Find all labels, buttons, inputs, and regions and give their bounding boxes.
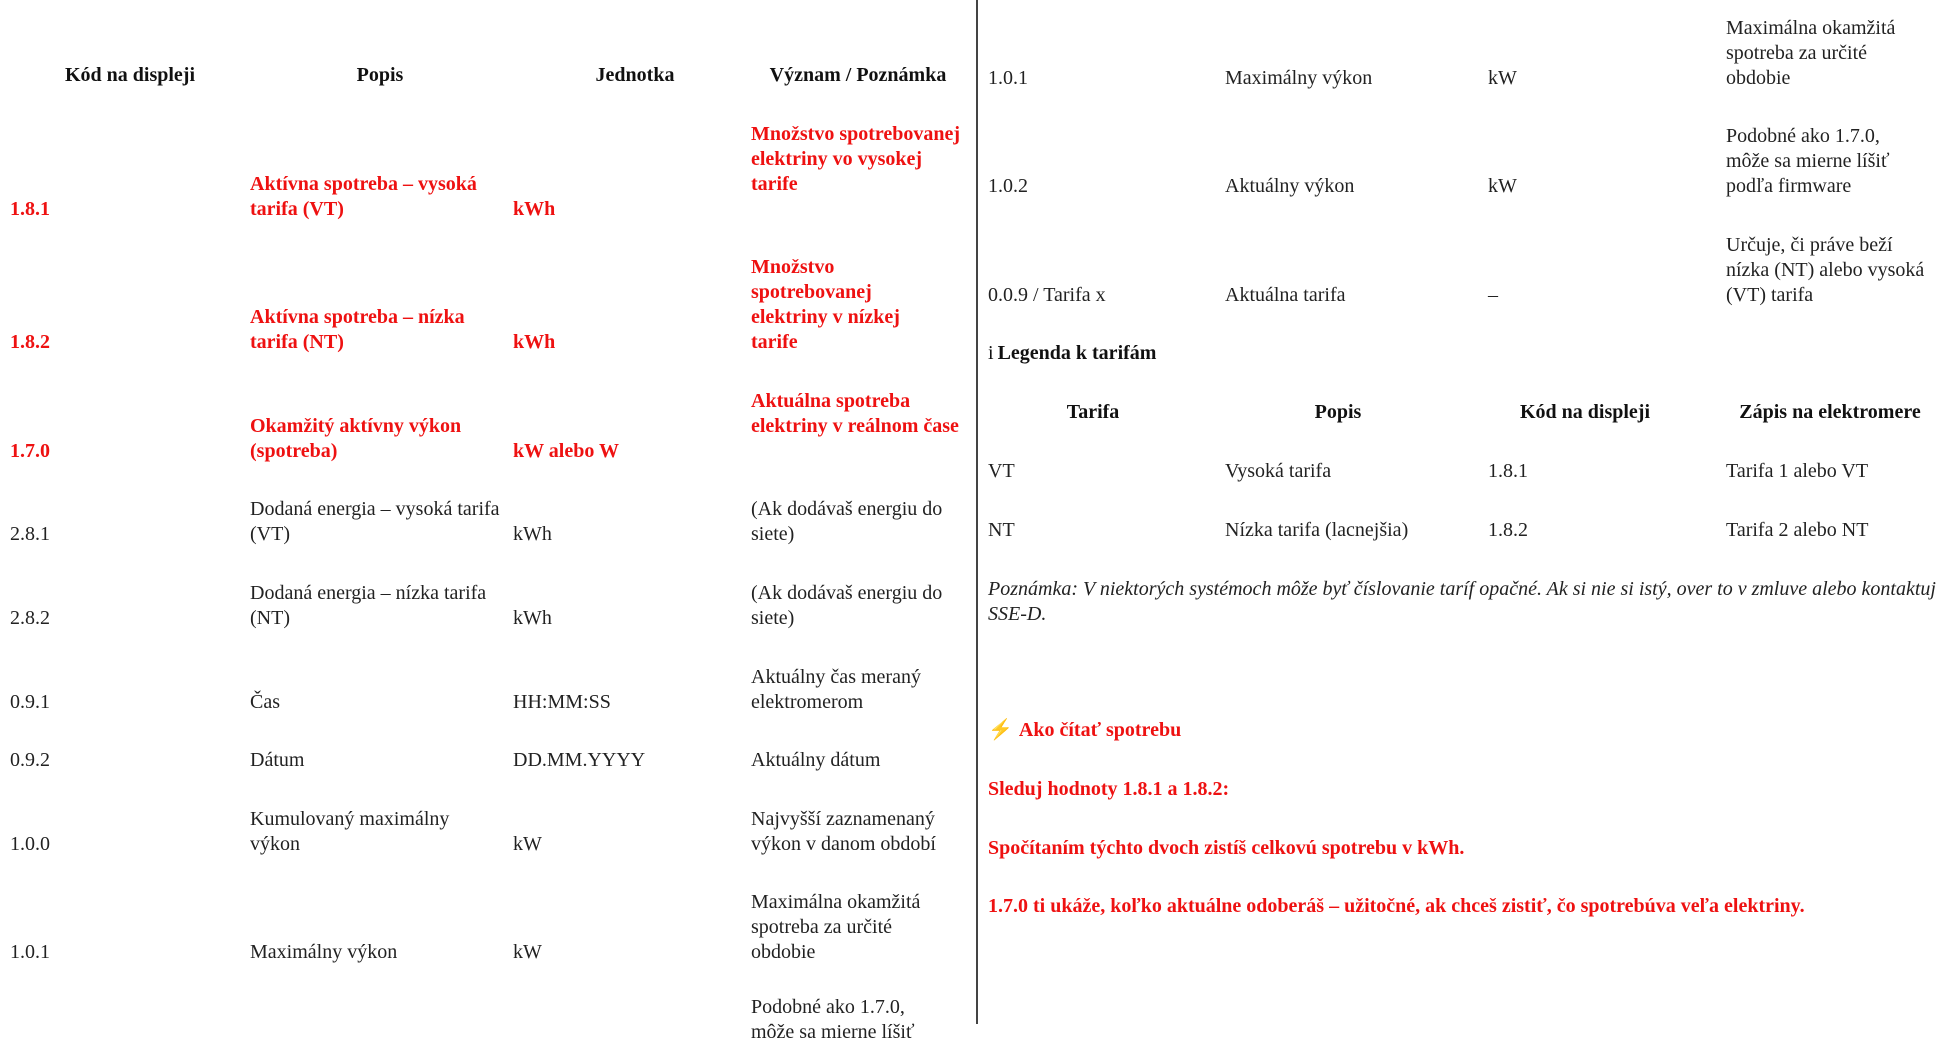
legend-row-zapis: Tarifa 2 alebo NT: [1726, 519, 1869, 541]
table-row-note: Aktuálna spotreba elektriny v reálnom čase: [751, 390, 959, 437]
table-row-note: Určuje, či práve beží nízka (NT) alebo vysoká (VT) tarifa: [1726, 234, 1925, 306]
table-row-code: 2.8.2: [10, 607, 50, 629]
legend-row-kod: 1.8.2: [1488, 519, 1528, 541]
table-row-note: Maximálna okamžitá spotreba za určité obdobie: [1726, 17, 1896, 89]
table-row-code: 0.9.1: [10, 691, 50, 713]
table-row-code: 1.0.2: [988, 175, 1028, 197]
table-row-note: Množstvo spotrebovanej elektriny v nízkej tarife: [751, 256, 900, 353]
table-row-desc: Maximálny výkon: [1225, 67, 1373, 89]
howto-line: Sleduj hodnoty 1.8.1 a 1.8.2:: [988, 778, 1230, 800]
table-row-note: (Ak dodávaš energiu do siete): [751, 498, 943, 545]
lightning-icon: ⚡: [988, 719, 1013, 741]
table-row-note: (Ak dodávaš energiu do siete): [751, 582, 943, 629]
header-desc: Popis: [356, 64, 404, 86]
legend-row-tarifa: NT: [988, 519, 1015, 541]
table-row-desc: Dodaná energia – vysoká tarifa (VT): [250, 498, 500, 545]
info-icon: i: [988, 342, 994, 364]
table-row-note: Aktuálny dátum: [751, 749, 881, 771]
table-row-unit: kW: [1488, 67, 1517, 89]
table-row-unit: HH:MM:SS: [513, 691, 611, 713]
header-unit: Jednotka: [595, 64, 675, 86]
table-row-code: 1.8.1: [10, 198, 50, 220]
table-row-unit: –: [1488, 284, 1498, 306]
table-row-desc: Aktívna spotreba – vysoká tarifa (VT): [250, 173, 477, 220]
legend-row-zapis: Tarifa 1 alebo VT: [1726, 460, 1869, 482]
table-row-code: 1.0.1: [988, 67, 1028, 89]
right-pane: [980, 0, 1952, 1024]
table-row-note: Maximálna okamžitá spotreba za určité obdobie: [751, 891, 921, 963]
table-row-unit: kW: [513, 941, 542, 963]
legend-title: [988, 341, 1156, 366]
header-note: Význam / Poznámka: [769, 64, 947, 86]
legend-row-popis: Vysoká tarifa: [1225, 460, 1332, 482]
table-row-note: Podobné ako 1.7.0, môže sa mierne líšiť podľa firmware: [1726, 125, 1890, 197]
table-row-desc: Aktuálna tarifa: [1225, 284, 1346, 306]
tariff-note: Poznámka: V niektorých systémoch môže byť číslovanie taríf opačné. Ak si nie si istý, over to v zmluve alebo kontaktuj SSE-D.: [988, 578, 1936, 625]
table-row-unit: kWh: [513, 331, 556, 353]
table-row-desc: Čas: [250, 691, 280, 713]
table-row-unit: DD.MM.YYYY: [513, 749, 646, 771]
table-row-desc: Dodaná energia – nízka tarifa (NT): [250, 582, 487, 629]
table-row-code: 2.8.1: [10, 523, 50, 545]
howto-line: 1.7.0 ti ukáže, koľko aktuálne odoberáš – užitočné, ak chceš zistiť, čo spotrebúva veľa elektriny.: [988, 895, 1805, 917]
table-row-note: Množstvo spotrebovanej elektriny vo vysokej tarife: [751, 123, 961, 195]
table-row-code: 0.0.9 / Tarifa x: [988, 284, 1106, 306]
table-row-desc: Kumulovaný maximálny výkon: [250, 808, 450, 855]
table-row-unit: kW alebo W: [513, 440, 619, 462]
table-row-code: 1.0.0: [10, 833, 50, 855]
howto-title: [988, 718, 1181, 743]
table-row-note: Najvyšší zaznamenaný výkon v danom období: [751, 808, 936, 855]
table-row-unit: kW: [1488, 175, 1517, 197]
legend-row-tarifa: VT: [988, 460, 1015, 482]
table-row-code: 0.9.2: [10, 749, 50, 771]
table-row-unit: kWh: [513, 607, 552, 629]
table-row-code: 1.7.0: [10, 440, 50, 462]
legend-header-kod: Kód na displeji: [1519, 401, 1651, 423]
legend-header-zapis: Zápis na elektromere: [1739, 401, 1921, 423]
table-row-desc: Maximálny výkon: [250, 941, 398, 963]
legend-header-tarifa: Tarifa: [1066, 401, 1120, 423]
legend-row-popis: Nízka tarifa (lacnejšia): [1225, 519, 1409, 541]
legend-title-text: Legenda k tarifám: [997, 342, 1157, 364]
table-row-code: 1.0.1: [10, 941, 50, 963]
table-row-code: 1.8.2: [10, 331, 50, 353]
table-row-unit: kW: [513, 833, 542, 855]
legend-header-popis: Popis: [1314, 401, 1362, 423]
header-code: Kód na displeji: [64, 64, 196, 86]
table-row-note: Podobné ako 1.7.0, môže sa mierne líšiť: [751, 996, 915, 1043]
howto-line: Spočítaním týchto dvoch zistíš celkovú spotrebu v kWh.: [988, 837, 1465, 859]
howto-title-text: Ako čítať spotrebu: [1018, 719, 1182, 741]
pane-divider: [976, 0, 978, 1024]
legend-row-kod: 1.8.1: [1488, 460, 1528, 482]
table-row-desc: Aktuálny výkon: [1225, 175, 1355, 197]
table-row-desc: Okamžitý aktívny výkon (spotreba): [250, 415, 462, 462]
table-row-note: Aktuálny čas meraný elektromerom: [751, 666, 921, 713]
table-row-unit: kWh: [513, 198, 556, 220]
table-row-desc: Dátum: [250, 749, 305, 771]
table-row-unit: kWh: [513, 523, 552, 545]
left-pane: [0, 0, 976, 1043]
table-row-desc: Aktívna spotreba – nízka tarifa (NT): [250, 306, 465, 353]
